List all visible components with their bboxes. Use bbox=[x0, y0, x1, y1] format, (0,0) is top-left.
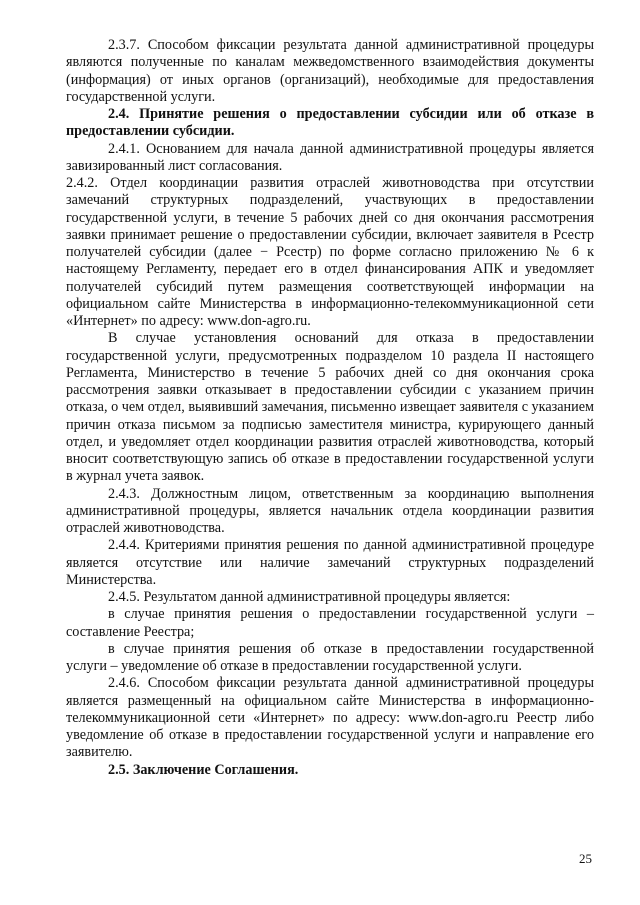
document-page bbox=[66, 37, 594, 779]
paragraph-2-4-2: 2.4.2. Отдел координации развития отраслей животноводства при отсутствии замечаний структурных подразделений, участвующих в предоставлении государственной услуги, в течение 5 рабочих дней со дня окончания рассмотрения заявки принимает решение о предоставлении субсидии, включает заявителя в Рсестр получателей субсидии (далее − Рсестр) по форме согласно приложению № 6 к настоящему Регламенту, передает его в отдел финансирования АПК и уведомляет получателей субсидий путем размещения соответствующей информации на официальном сайте Министерства в информационно-телекоммуникационной сети «Интернет» по адресу: www.don-agro.ru. bbox=[66, 175, 594, 329]
paragraph-2-4-5: 2.4.5. Результатом данной административной процедуры является: bbox=[108, 589, 511, 605]
paragraph-refusal: В случае установления оснований для отказа в предоставлении государственной услуги, предусмотренных подразделом 10 раздела II настоящего Регламента, Министерство в течение 5 рабочих дней со дня окончания срока рассмотрения заявки отказывает в предоставлении субсидии с указанием причин отказа, о чем отдел, выявивший замечания, письменно извещает заявителя с указанием причин отказа письмом за подписью заместителя министра, курирующего данный отдел, и уведомляет отдел координации развития отраслей животноводства, который вносит соответствующую запись об отказе в предоставлении государственной услуги в журнал учета заявок. bbox=[66, 330, 594, 485]
paragraph-2-3-7: 2.3.7. Способом фиксации результата данной административной процедуры являются полученные по каналам межведомственного взаимодействия документы (информация) от иных органов (организаций), необходимые для предоставления государственной услуги. bbox=[66, 37, 594, 105]
section-heading-2-5: 2.5. Заключение Соглашения. bbox=[108, 761, 299, 778]
paragraph-2-4-1: 2.4.1. Основанием для начала данной административной процедуры является завизированный лист согласования. bbox=[66, 140, 594, 174]
section-heading-2-4: 2.4. Принятие решения о предоставлении субсидии или об отказе в предоставлении субсидии. bbox=[66, 106, 594, 140]
paragraph-2-4-5-result-b: в случае принятия решения об отказе в предоставлении государственной услуги – уведомление об отказе в предоставлении государственной услуги. bbox=[66, 640, 594, 674]
paragraph-2-4-5-result-a: в случае принятия решения о предоставлении государственной услуги – составление Реестра; bbox=[66, 606, 594, 640]
paragraph-2-4-3: 2.4.3. Должностным лицом, ответственным за координацию выполнения административной процедуры, является начальник отдела координации развития отраслей животноводства. bbox=[66, 485, 594, 536]
paragraph-2-4-4: 2.4.4. Критериями принятия решения по данной административной процедуре является отсутствие или наличие замечаний структурных подразделений Министерства. bbox=[66, 537, 594, 588]
page-number: 25 bbox=[579, 851, 592, 866]
paragraph-2-4-6: 2.4.6. Способом фиксации результата данной административной процедуры является размещенный на официальном сайте Министерства в информационно-телекоммуникационной сети «Интернет» по адресу: www.don-agro.ru Реестр либо уведомление об отказе в предоставлении государственной услуги и направление его заявителю. bbox=[66, 675, 594, 761]
